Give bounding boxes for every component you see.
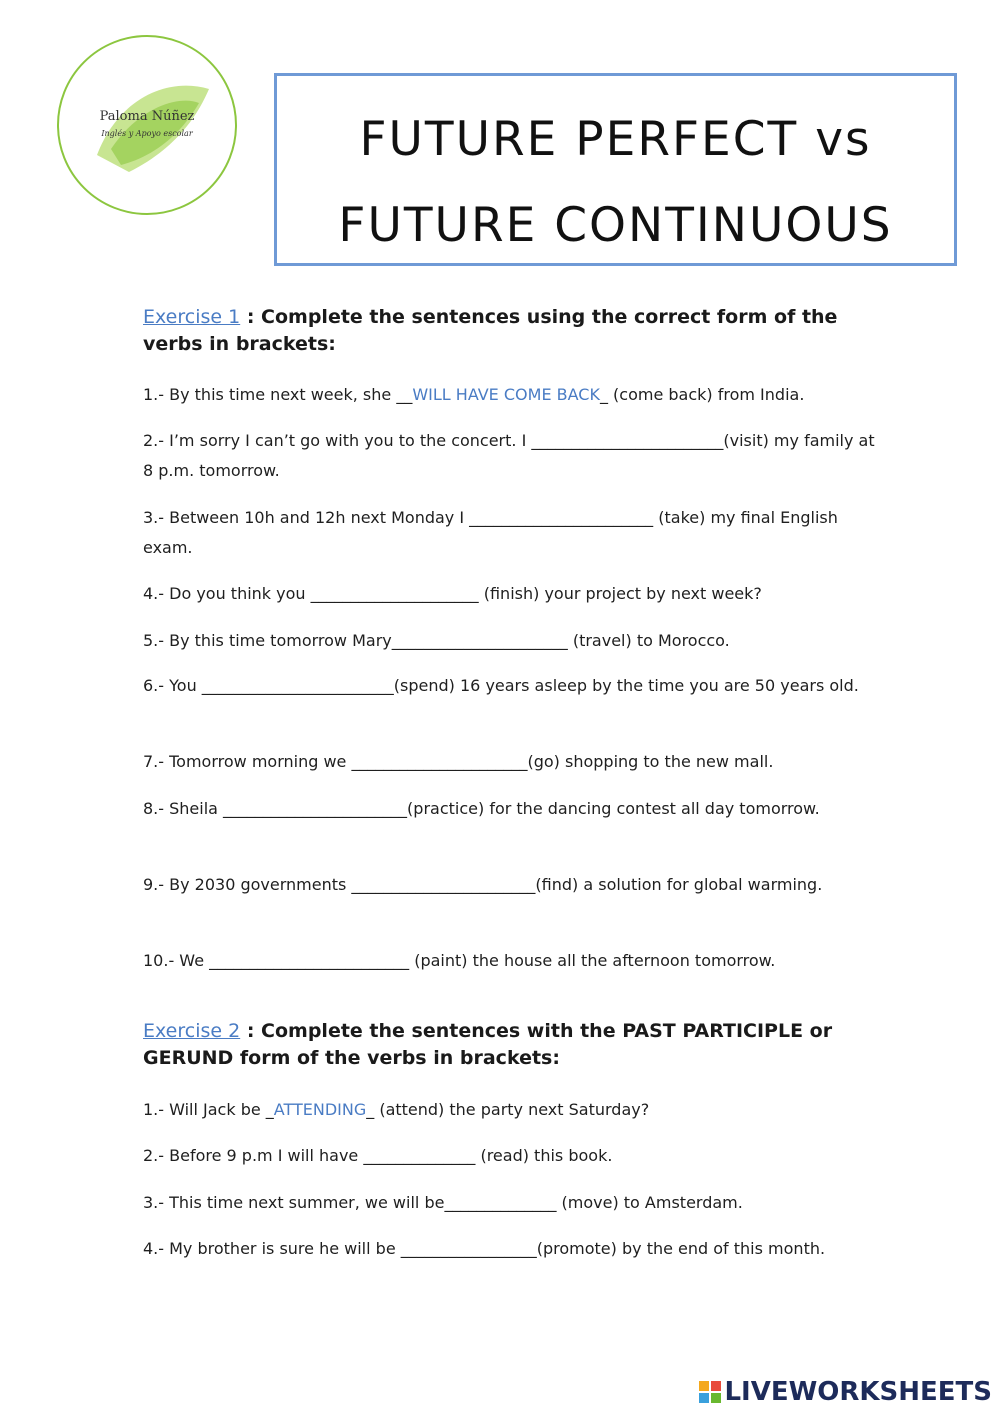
exercise-2-item — [143, 1141, 888, 1171]
footer-brand — [698, 1377, 992, 1407]
brush-stroke-icon — [59, 37, 237, 215]
logo-subtitle: Inglés y Apoyo escolar — [101, 129, 193, 138]
exercise-2-item — [143, 1234, 888, 1264]
item-text: _ (attend) the party next Saturday? — [366, 1100, 650, 1119]
exercise-1-instruction: : Complete the sentences using the correct form of the verbs in brackets: — [143, 306, 838, 355]
item-text: 5.- By this time tomorrow Mary______________________ (travel) to Morocco. — [143, 631, 730, 650]
item-text: 4.- Do you think you _____________________ (finish) your project by next week? — [143, 584, 762, 603]
item-text: 3.- Between 10h and 12h next Monday I _______________________ (take) my final English exam. — [143, 508, 838, 557]
exercise-2-instruction: : Complete the sentences with the PAST PARTICIPLE or GERUND form of the verbs in brackets: — [143, 1020, 833, 1069]
exercise-1-label: Exercise 1 — [143, 306, 241, 328]
exercise-1-item — [143, 870, 888, 900]
answer-input[interactable]: ATTENDING — [273, 1100, 367, 1119]
item-text: 4.- My brother is sure he will be _________________(promote) by the end of this month. — [143, 1239, 826, 1258]
item-text: 3.- This time next summer, we will be______________ (move) to Amsterdam. — [143, 1193, 743, 1212]
exercise-1-item — [143, 626, 888, 656]
item-text: 1.- Will Jack be _ — [143, 1100, 274, 1119]
exercise-1-item — [143, 579, 888, 609]
exercise-1-heading — [143, 304, 883, 358]
item-text: 9.- By 2030 governments _______________________(find) a solution for global warming. — [143, 875, 823, 894]
answer-input[interactable]: WILL HAVE COME BACK — [412, 385, 600, 404]
liveworksheets-logo-icon — [698, 1380, 722, 1404]
title-line-2: FUTURE CONTINUOUS — [338, 198, 893, 253]
title-box — [274, 73, 957, 266]
exercise-2-heading — [143, 1018, 883, 1072]
exercise-2-item — [143, 1188, 888, 1218]
item-text: 2.- I’m sorry I can’t go with you to the concert. I ________________________(visit) my family at 8 p.m. tomorrow. — [143, 431, 875, 480]
logo-badge — [57, 35, 237, 215]
item-text: 8.- Sheila _______________________(practice) for the dancing contest all day tomorrow. — [143, 799, 820, 818]
item-text: 10.- We _________________________ (paint) the house all the afternoon tomorrow. — [143, 951, 776, 970]
exercise-1-item — [143, 946, 888, 976]
exercise-1-item — [143, 794, 888, 824]
item-text: 1.- By this time next week, she __ — [143, 385, 413, 404]
title-line-1: FUTURE PERFECT vs — [359, 112, 872, 167]
item-text: 6.- You ________________________(spend) 16 years asleep by the time you are 50 years old. — [143, 676, 859, 695]
item-text: _ (come back) from India. — [599, 385, 805, 404]
exercise-1-item — [143, 747, 888, 777]
exercise-1-item — [143, 503, 888, 563]
exercise-2-item — [143, 1095, 888, 1125]
brand-name: LIVEWORKSHEETS — [724, 1377, 992, 1407]
exercise-2-label: Exercise 2 — [143, 1020, 241, 1042]
exercise-1-item — [143, 426, 888, 486]
item-text: 2.- Before 9 p.m I will have ______________ (read) this book. — [143, 1146, 613, 1165]
exercise-1-item — [143, 671, 888, 701]
logo-name: Paloma Núñez — [99, 109, 195, 124]
exercise-1-item — [143, 380, 888, 410]
item-text: 7.- Tomorrow morning we ______________________(go) shopping to the new mall. — [143, 752, 774, 771]
